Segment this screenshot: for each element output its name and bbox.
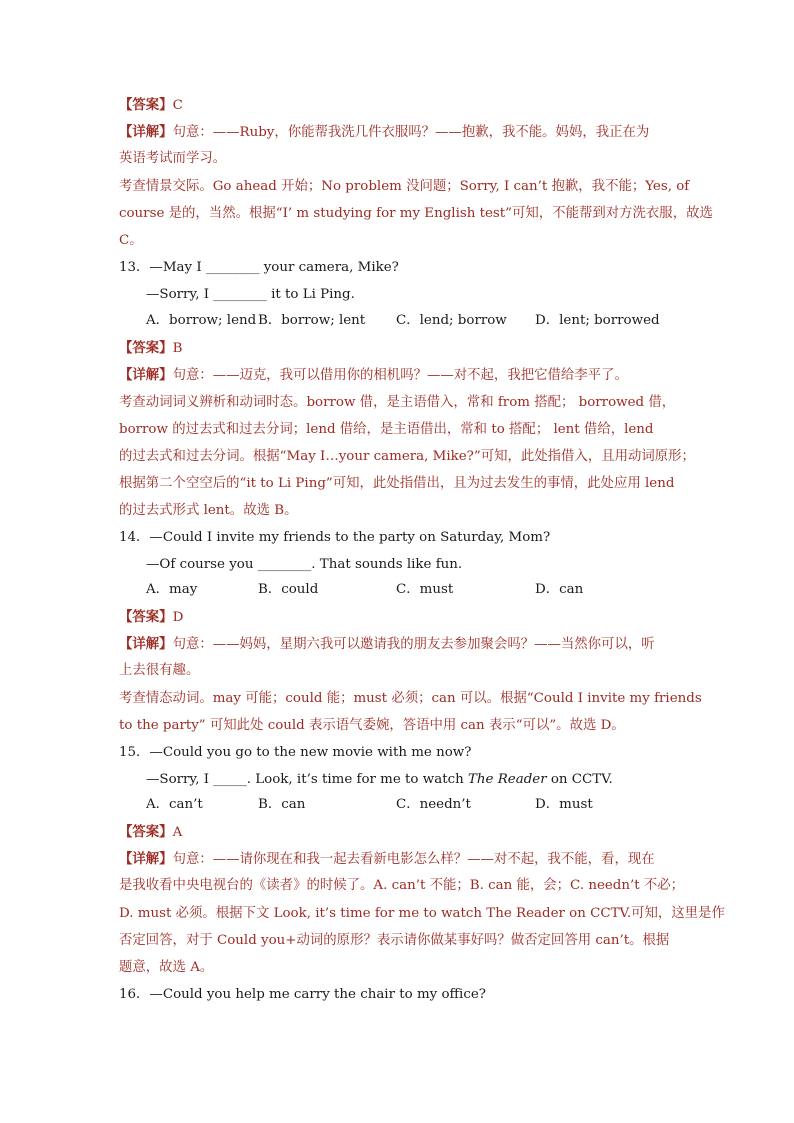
detail-text: 考查情态动词。may 可能；could 能；must 必须；can 可以。根据“Could I invite my friends	[119, 691, 702, 706]
detail-text: 是我收看中央电视台的《读者》的时候了。A. can’t 不能；B. can 能，会；C. needn’t 不必；	[119, 878, 685, 893]
detail-line	[119, 850, 655, 869]
detail-text: 题意，故选 A。	[119, 960, 214, 975]
detail-text: 考查动词词义辨析和动词时态。borrow 借，是主语借入，常和 from 搭配； borrowed 借，	[119, 395, 676, 410]
question-stem-reply	[146, 771, 613, 789]
detail-text: course 是的，当然。根据“I’ m studying for my English test”可知，不能帮到对方洗衣服，故选	[119, 206, 713, 221]
option-b: B．can	[258, 797, 306, 812]
answer-value: D	[172, 610, 184, 625]
detail-text: 英语考试而学习。	[119, 151, 227, 166]
answer-tag: 【答案】	[119, 824, 173, 840]
option-a: A．may	[146, 582, 198, 597]
answer-value: C	[172, 98, 183, 113]
detail-text: 上去很有趣。	[119, 663, 200, 678]
option-d: D．must	[535, 797, 593, 812]
answer-line	[119, 96, 183, 115]
stem-text: on CCTV.	[546, 772, 613, 787]
option-b: B．borrow; lent	[258, 313, 366, 328]
detail-text: 句意：——迈克，我可以借用你的相机吗？——对不起，我把它借给李平了。	[172, 368, 628, 383]
stem-text: —Sorry, I _____. Look, it’s time for me to watch	[146, 772, 468, 787]
detail-text: 的过去式和过去分词。根据“May I…your camera, Mike?”可知，此处指借入，且用动词原形；	[119, 449, 695, 464]
answer-tag: 【答案】	[119, 340, 173, 356]
detail-text: 根据第二个空空后的“it to Li Ping”可知，此处指借出，且为过去发生的事情，此处应用 lend	[119, 476, 675, 491]
detail-line	[119, 123, 649, 142]
question-stem: 14．—Could I invite my friends to the party on Saturday, Mom?	[119, 530, 551, 545]
detail-text: 考查情景交际。Go ahead 开始；No problem 没问题；Sorry, I can’t 抱歉，我不能；Yes, of	[119, 179, 690, 194]
option-b: B．could	[258, 582, 319, 597]
detail-text: 句意：——妈妈，星期六我可以邀请我的朋友去参加聚会吗？——当然你可以，听	[172, 637, 655, 652]
option-d: D．lent; borrowed	[535, 313, 660, 328]
option-c: C．lend; borrow	[396, 313, 507, 328]
detail-text: 句意：——请你现在和我一起去看新电影怎么样？——对不起，我不能，看，现在	[172, 852, 655, 867]
detail-tag: 【详解】	[119, 851, 173, 867]
detail-text: 的过去式形式 lent。故选 B。	[119, 503, 298, 518]
detail-text: 句意：——Ruby，你能帮我洗几件衣服吗？——抱歉，我不能。妈妈，我正在为	[172, 125, 650, 140]
answer-line	[119, 823, 182, 842]
question-stem-reply: —Sorry, I ________ it to Li Ping.	[146, 287, 355, 302]
question-stem: 13．—May I ________ your camera, Mike?	[119, 260, 399, 275]
question-stem-reply: —Of course you ________. That sounds like fun.	[146, 557, 463, 572]
option-a: A．borrow; lend	[146, 313, 257, 328]
answer-tag: 【答案】	[119, 609, 173, 625]
detail-text: 否定回答，对于 Could you+动词的原形？表示请你做某事好吗？做否定回答用 can’t。根据	[119, 933, 670, 948]
detail-text: C。	[119, 233, 143, 248]
answer-line	[119, 608, 183, 627]
detail-text: D. must 必须。根据下文 Look, it’s time for me to watch The Reader on CCTV.可知，这里是作	[119, 906, 725, 921]
detail-tag: 【详解】	[119, 367, 173, 383]
option-c: C．needn’t	[396, 797, 471, 812]
detail-text: borrow 的过去式和过去分词；lend 借给，是主语借出，常和 to 搭配； lent 借给，lend	[119, 422, 654, 437]
detail-tag: 【详解】	[119, 124, 173, 140]
detail-line	[119, 635, 655, 654]
detail-line	[119, 366, 628, 385]
stem-italic-title: The Reader	[467, 772, 547, 787]
detail-tag: 【详解】	[119, 636, 173, 652]
option-c: C．must	[396, 582, 454, 597]
answer-value: B	[172, 341, 183, 356]
question-stem: 16．—Could you help me carry the chair to my office?	[119, 987, 486, 1002]
option-d: D．can	[535, 582, 584, 597]
detail-text: to the party” 可知此处 could 表示语气委婉，答语中用 can 表示“可以”。故选 D。	[119, 718, 625, 733]
question-stem: 15．—Could you go to the new movie with me now?	[119, 745, 472, 760]
answer-value: A	[172, 825, 183, 840]
option-a: A．can’t	[146, 797, 203, 812]
answer-line	[119, 339, 182, 358]
answer-tag: 【答案】	[119, 97, 173, 113]
